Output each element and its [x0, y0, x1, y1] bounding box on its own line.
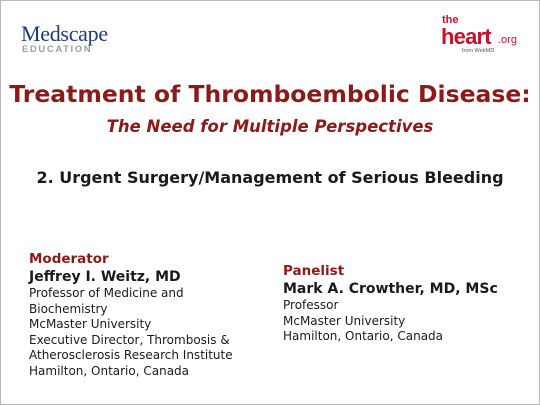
theheart-logo-from: from WebMD [462, 48, 495, 54]
medscape-wordmark: Medscape [21, 21, 108, 46]
slide-subtitle: The Need for Multiple Perspectives [106, 117, 434, 136]
medscape-education-subline: EDUCATION [22, 44, 93, 55]
theheart-logo-heart: heart [441, 24, 491, 49]
panelist-name: Mark A. Crowther, MD, MSc [283, 281, 498, 297]
moderator-name: Jeffrey I. Weitz, MD [29, 269, 181, 285]
slide-topic: 2. Urgent Surgery/Management of Serious Bleeding [36, 168, 504, 187]
panelist-detail: McMaster University [283, 313, 406, 328]
moderator-detail: Hamilton, Ontario, Canada [29, 363, 190, 378]
panelist-detail: Professor [283, 298, 339, 312]
moderator-detail: Executive Director, Thrombosis & [29, 332, 230, 347]
moderator-detail: Atherosclerosis Research Institute [29, 348, 233, 362]
medscape-education-logo [21, 23, 108, 55]
panelist-detail: Hamilton, Ontario, Canada [283, 329, 444, 343]
panelist-block [283, 263, 498, 345]
moderator-block [29, 251, 233, 379]
slide-title: Treatment of Thromboembolic Disease: [9, 80, 531, 108]
moderator-detail: Professor of Medicine and [29, 286, 184, 300]
theheart-logo-the: the [442, 14, 459, 26]
moderator-detail: Biochemistry [29, 301, 108, 316]
moderator-detail: McMaster University [29, 317, 152, 331]
theheart-logo-org: .org [498, 34, 517, 46]
moderator-role: Moderator [29, 251, 109, 267]
panelist-role: Panelist [283, 263, 345, 279]
theheart-org-logo [441, 14, 523, 56]
